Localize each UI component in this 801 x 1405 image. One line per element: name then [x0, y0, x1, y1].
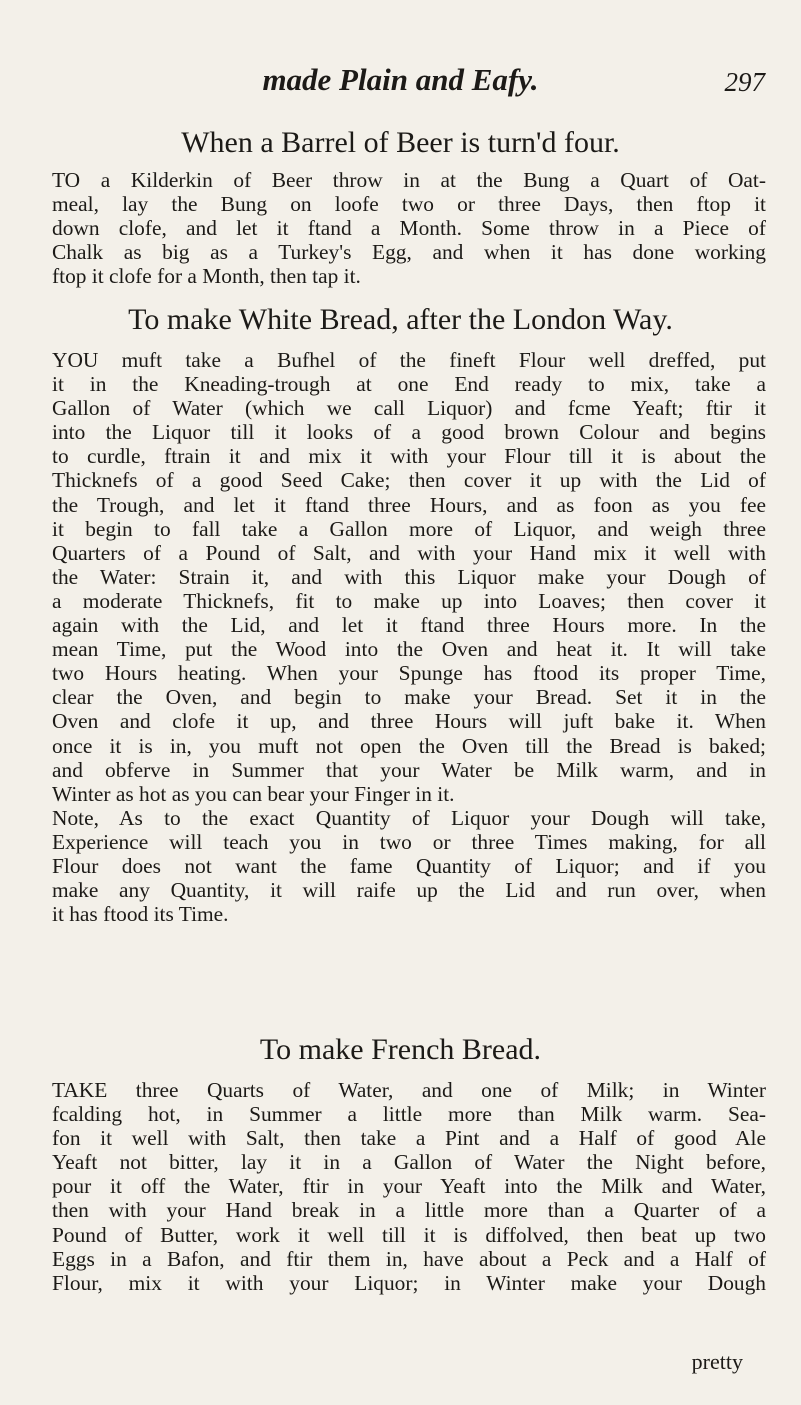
text-line: ftop it clofe for a Month, then tap it. — [52, 264, 361, 289]
text-line: Experience will teach you in two or three Times making, for all — [52, 829, 766, 854]
section-heading-barrel-beer: When a Barrel of Beer is turn'd four. — [181, 126, 620, 159]
text-line: fon it well with Salt, then take a Pint and a Half of good Ale — [52, 1126, 766, 1151]
running-head — [0, 60, 801, 100]
paragraph-french-bread — [52, 1078, 766, 1295]
text-line: Winter as hot as you can bear your Finger in it. — [52, 781, 455, 806]
text-line: make any Quantity, it will raife up the Lid and run over, when — [52, 878, 766, 903]
text-line: it has ftood its Time. — [52, 902, 229, 927]
text-line: it in the Kneading-trough at one End ready to mix, take a — [52, 372, 766, 397]
paragraph-barrel-beer — [52, 168, 766, 288]
text-line: once it is in, you muft not open the Oven till the Bread is baked; — [52, 733, 766, 758]
page-number: 297 — [724, 67, 765, 97]
text-line: clear the Oven, and begin to make your Bread. Set it in the — [52, 685, 766, 710]
paragraph-white-bread — [52, 348, 766, 926]
text-line: Thicknefs of a good Seed Cake; then cover it up with the Lid of — [52, 468, 766, 493]
text-line: it begin to fall take a Gallon more of Liquor, and weigh three — [52, 516, 766, 541]
text-line: then with your Hand break in a little more than a Quarter of a — [52, 1198, 766, 1223]
text-line: into the Liquor till it looks of a good brown Colour and begins — [52, 420, 766, 445]
text-line: two Hours heating. When your Spunge has ftood its proper Time, — [52, 661, 766, 686]
text-line: Flour, mix it with your Liquor; in Winter make your Dough — [52, 1270, 766, 1295]
text-line: Gallon of Water (which we call Liquor) and fcme Yeaft; ftir it — [52, 396, 766, 421]
text-line: Chalk as big as a Turkey's Egg, and when it has done working — [52, 240, 766, 265]
text-line: mean Time, put the Wood into the Oven and heat it. It will take — [52, 637, 766, 662]
running-title: made Plain and Eafy. — [262, 62, 539, 97]
text-line: YOU muft take a Bufhel of the fineft Flour well dreffed, put — [52, 348, 766, 372]
text-line: Eggs in a Bafon, and ftir them in, have about a Peck and a Half of — [52, 1246, 766, 1271]
catchword: pretty — [691, 1349, 743, 1374]
text-line: pour it off the Water, ftir in your Yeaft into the Milk and Water, — [52, 1174, 766, 1199]
text-line: and obferve in Summer that your Water be Milk warm, and in — [52, 757, 766, 782]
text-line: TAKE three Quarts of Water, and one of Milk; in Winter — [52, 1078, 766, 1102]
text-line: Yeaft not bitter, lay it in a Gallon of Water the Night before, — [52, 1150, 766, 1175]
text-line: fcalding hot, in Summer a little more than Milk warm. Sea- — [52, 1102, 766, 1127]
text-line: Pound of Butter, work it well till it is diffolved, then beat up two — [52, 1222, 766, 1247]
text-line: TO a Kilderkin of Beer throw in at the Bung a Quart of Oat- — [52, 168, 766, 192]
text-line: Flour does not want the fame Quantity of Liquor; and if you — [52, 853, 766, 878]
text-line: a moderate Thicknefs, fit to make up into Loaves; then cover it — [52, 588, 766, 613]
text-line: again with the Lid, and let it ftand three Hours more. In the — [52, 613, 766, 638]
text-line: down clofe, and let it ftand a Month. Some throw in a Piece of — [52, 216, 766, 241]
text-line: to curdle, ftrain it and mix it with your Flour till it is about the — [52, 444, 766, 469]
section-heading-white-bread: To make White Bread, after the London Way. — [128, 303, 673, 336]
section-heading-french-bread: To make French Bread. — [259, 1033, 542, 1066]
text-line: Note, As to the exact Quantity of Liquor your Dough will take, — [52, 805, 766, 830]
text-line: the Water: Strain it, and with this Liquor make your Dough of — [52, 564, 766, 589]
text-line: Oven and clofe it up, and three Hours will juft bake it. When — [52, 709, 766, 734]
text-line: meal, lay the Bung on loofe two or three Days, then ftop it — [52, 192, 766, 217]
text-line: the Trough, and let it ftand three Hours, and as foon as you fee — [52, 492, 766, 517]
text-line: Quarters of a Pound of Salt, and with your Hand mix it well with — [52, 540, 766, 565]
